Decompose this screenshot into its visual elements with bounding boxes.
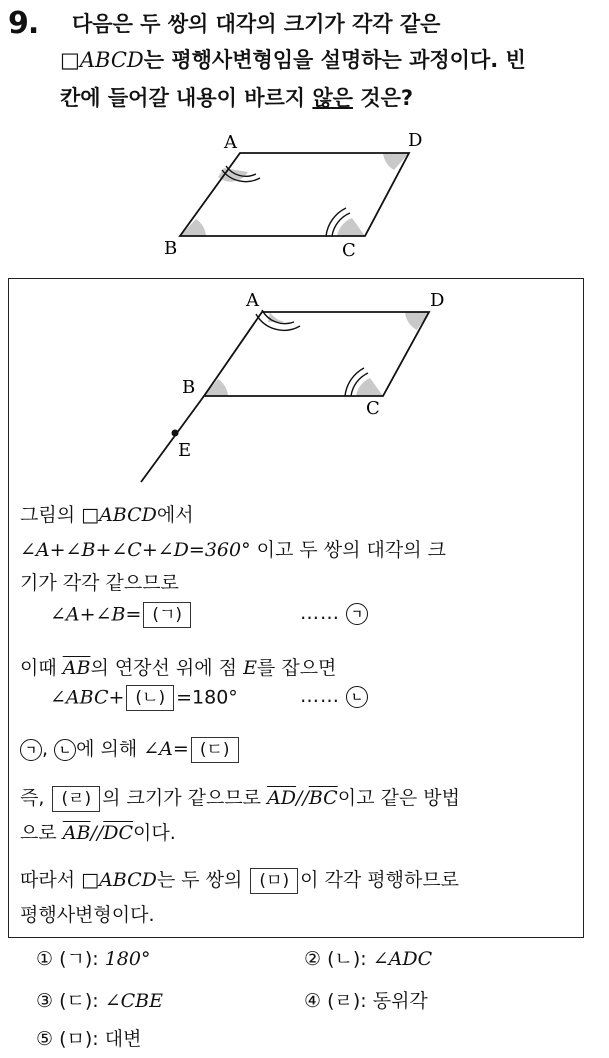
parallel-symbol: //: [90, 822, 104, 844]
dots: ……: [300, 602, 340, 624]
equation: ∠A+∠B=: [50, 603, 142, 626]
segment-ab: $\overline{AB}$: [62, 657, 91, 679]
extension-line: [141, 396, 204, 482]
label-b2: B: [182, 377, 196, 398]
question-line-1: 다음은 두 쌍의 대각의 크기가 각각 같은: [72, 12, 441, 36]
text: 이다.: [133, 822, 176, 844]
blank-4: (ㄹ): [52, 786, 100, 812]
label-d2: D: [430, 290, 445, 311]
text: 따라서: [20, 869, 82, 891]
box-line-10: [20, 865, 459, 894]
circled-mark-1-ref: ㄱ: [20, 739, 42, 761]
quad-name: ABCD: [99, 869, 157, 891]
text: 이 각각 평행하므로: [300, 869, 460, 891]
question-number: 9.: [8, 6, 39, 41]
question-line-3-text: 칸에 들어갈 내용이 바르지: [60, 86, 313, 110]
label-a2: A: [246, 290, 259, 311]
option-number: ④: [304, 990, 322, 1012]
square-symbol: □: [81, 869, 100, 891]
label-d: D: [408, 130, 423, 151]
option-5[interactable]: [36, 1024, 141, 1051]
option-label: (ㄱ):: [53, 948, 105, 970]
parallelogram-shape: [180, 153, 409, 236]
option-4[interactable]: [304, 986, 428, 1013]
option-number: ①: [36, 948, 54, 970]
label-b: B: [164, 238, 178, 259]
square-symbol: □: [60, 48, 80, 72]
angle-mark-b2: [204, 379, 228, 396]
label-a: A: [224, 132, 237, 153]
segment-dc: $\overline{DC}$: [103, 822, 134, 844]
question-line-3-tail: 것은?: [352, 86, 414, 110]
text: 이때: [20, 657, 63, 679]
text: 에서: [156, 504, 194, 526]
box-line-8: [20, 783, 460, 812]
angle-sum-equation: ∠A+∠B+∠C+∠D=360°: [20, 539, 251, 561]
question-line-2-text: 는 평행사변형임을 설명하는 과정이다. 빈: [143, 48, 526, 72]
quad-name: ABCD: [99, 504, 157, 526]
option-3[interactable]: [36, 986, 163, 1013]
option-value: 180°: [104, 948, 151, 970]
option-value: 동위각: [372, 990, 428, 1012]
text: 에 의해: [76, 738, 144, 760]
parallelogram-figure: [0, 0, 609, 270]
circled-mark-2-ref: ㄴ: [54, 739, 76, 761]
point-e-label: E: [243, 657, 257, 679]
box-line-7: [20, 734, 241, 763]
option-value: ∠ADC: [372, 948, 433, 970]
marker-line-2: [300, 685, 368, 708]
option-value: 대변: [104, 1028, 142, 1050]
box-line-3: 기가 각각 같으므로: [20, 572, 179, 594]
equation: ∠A=: [143, 738, 189, 760]
circled-mark-2: ㄴ: [346, 686, 368, 708]
box-line-6: [50, 685, 238, 711]
text: ,: [42, 738, 55, 760]
circled-mark-1: ㄱ: [346, 603, 368, 625]
text: 는 두 쌍의: [156, 869, 249, 891]
equation-tail: =180°: [176, 686, 238, 709]
option-label: (ㄷ):: [53, 990, 105, 1012]
option-label: (ㄴ):: [321, 948, 373, 970]
text: 즉,: [20, 787, 51, 809]
box-line-9: [20, 818, 176, 845]
segment-ab: $\overline{AB}$: [62, 822, 91, 844]
segment-bc: $\overline{BC}$: [308, 787, 338, 809]
quad-name: ABCD: [79, 48, 144, 72]
text: 를 잡으면: [256, 657, 337, 679]
parallel-symbol: //: [296, 787, 309, 809]
blank-3: (ㄷ): [191, 737, 239, 763]
point-e: [172, 430, 179, 437]
text: 의 연장선 위에 점: [90, 657, 244, 679]
option-label: (ㅁ):: [53, 1028, 105, 1050]
dots: ……: [300, 685, 340, 707]
box-line-11: 평행사변형이다.: [20, 904, 155, 926]
parallelogram-shape-2: [204, 312, 429, 396]
option-2[interactable]: [304, 944, 432, 971]
option-value: ∠CBE: [104, 990, 164, 1012]
extended-parallelogram-figure: [0, 270, 609, 500]
box-line-5: [20, 653, 336, 680]
text: 으로: [20, 822, 63, 844]
option-1[interactable]: [36, 944, 150, 971]
blank-2: (ㄴ): [126, 685, 174, 711]
blank-5: (ㅁ): [250, 868, 298, 894]
segment-ad: $\overline{AD}$: [267, 787, 297, 809]
angle-mark-c: [337, 218, 365, 236]
label-c2: C: [366, 398, 380, 419]
option-label: (ㄹ):: [321, 990, 373, 1012]
text: 이고 두 쌍의 대각의 크: [250, 539, 446, 561]
label-e: E: [178, 440, 192, 461]
marker-line-1: [300, 602, 368, 625]
emphasis-not: 않은: [312, 86, 353, 110]
equation: ∠ABC+: [50, 686, 125, 709]
angle-mark-b: [180, 219, 206, 236]
option-number: ③: [36, 990, 54, 1012]
text: 그림의: [20, 504, 82, 526]
text: 이고 같은 방법: [337, 787, 460, 809]
label-c: C: [342, 240, 356, 261]
text: 의 크기가 같으므로: [102, 787, 268, 809]
option-number: ⑤: [36, 1028, 54, 1050]
angle-mark-d2: [405, 312, 429, 330]
blank-1: (ㄱ): [143, 602, 191, 628]
square-symbol: □: [81, 504, 100, 526]
angle-mark-c2: [356, 378, 383, 396]
box-line-4: [50, 602, 193, 628]
box-line-2: [20, 535, 446, 562]
option-number: ②: [304, 948, 322, 970]
box-line-1: [20, 500, 194, 527]
